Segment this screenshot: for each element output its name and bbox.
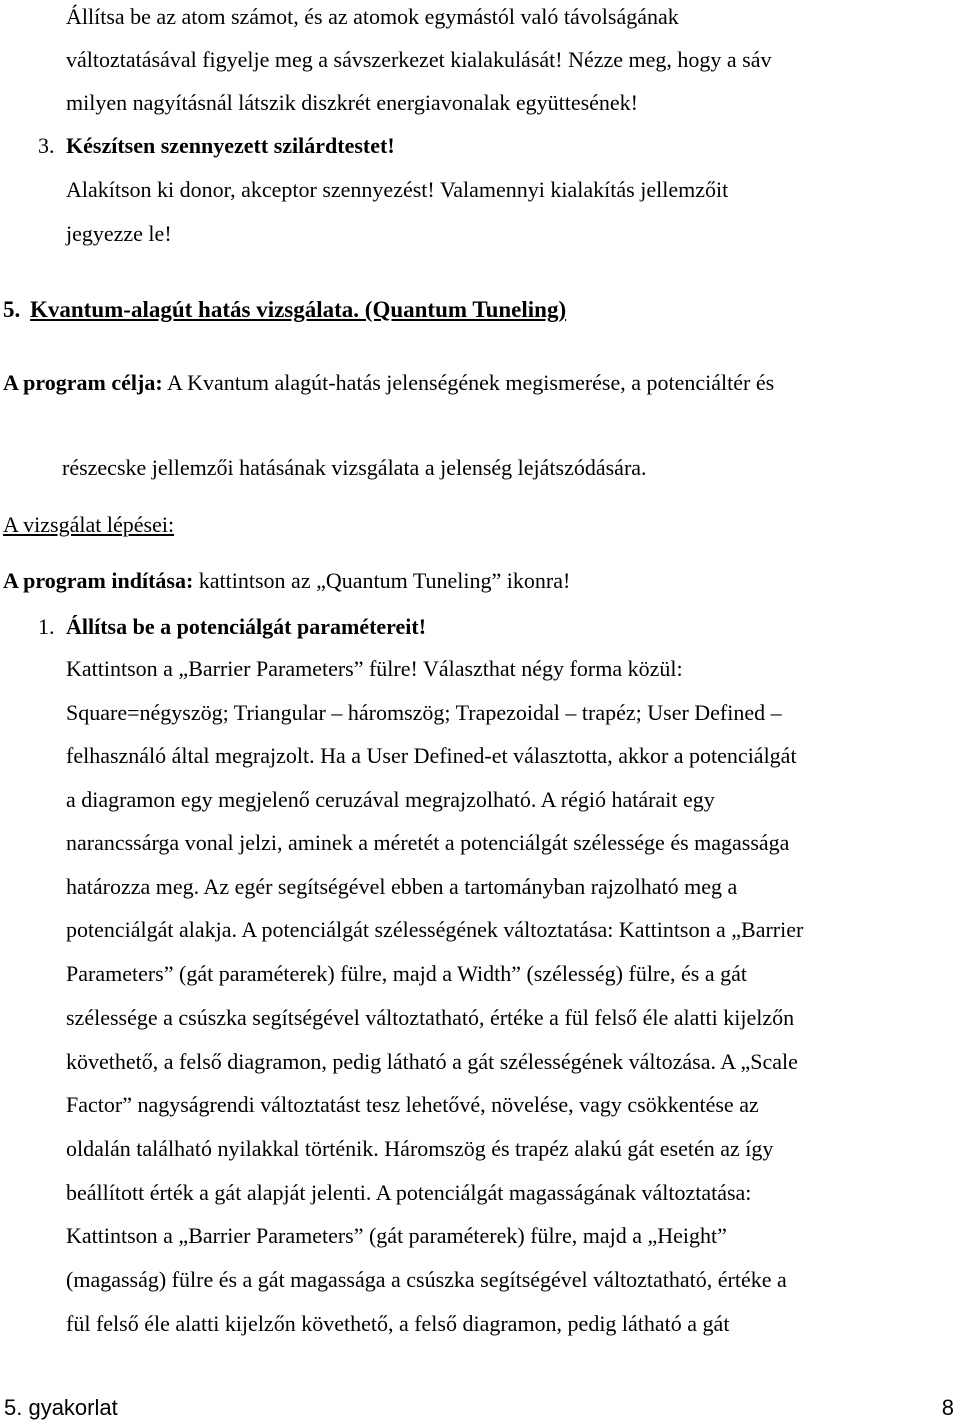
section5-title: Kvantum-alagút hatás vizsgálata. (Quantum Tuneling)	[30, 297, 567, 322]
step1-line-10: követhető, a felső diagramon, pedig látható a gát szélességének változása. A „Scale	[66, 1049, 798, 1074]
step1-line-13: beállított érték a gát alapját jelenti. A potenciálgát magasságának változtatása:	[66, 1180, 752, 1205]
step1-line-3: felhasználó által megrajzolt. Ha a User Defined-et választotta, akkor a potenciálgát	[66, 743, 797, 768]
footer-page-number: 8	[941, 1395, 954, 1420]
step1-line-1: Kattintson a „Barrier Parameters” fülre! Választhat négy forma közül:	[66, 656, 683, 681]
intro-line-1: Állítsa be az atom számot, és az atomok egymástól való távolságának	[66, 4, 679, 29]
step1-number: 1.	[38, 614, 55, 639]
step1-line-15: (magasság) fülre és a gát magassága a csúszka segítségével változtatható, értéke a	[66, 1267, 787, 1292]
step1-line-6: határozza meg. Az egér segítségével ebben a tartományban rajzolható meg a	[66, 874, 738, 899]
step1-line-16: fül felső éle alatti kijelzőn követhető, a felső diagramon, pedig látható a gát	[66, 1311, 730, 1336]
step3-line-1: Alakítson ki donor, akceptor szennyezést! Valamennyi kialakítás jellemzőit	[66, 177, 729, 202]
section5-number: 5.	[3, 297, 21, 322]
goal-text-1: A Kvantum alagút-hatás jelenségének megismerése, a potenciáltér és	[162, 370, 775, 395]
step1-line-7: potenciálgát alakja. A potenciálgát szélességének változtatása: Kattintson a „Barrier	[66, 917, 804, 942]
goal-line-2: részecske jellemzői hatásának vizsgálata a jelenség lejátszódására.	[62, 455, 647, 480]
step1-line-5: narancssárga vonal jelzi, aminek a méretét a potenciálgát szélessége és magassága	[66, 830, 790, 855]
goal-line-1	[3, 368, 774, 398]
steps-heading: A vizsgálat lépései:	[3, 512, 175, 537]
step3-title: Készítsen szennyezett szilárdtestet!	[66, 133, 395, 158]
step1-line-2: Square=négyszög; Triangular – háromszög; Trapezoidal – trapéz; User Defined –	[66, 700, 782, 725]
step1-line-8: Parameters” (gát paraméterek) fülre, majd a Width” (szélesség) fülre, és a gát	[66, 961, 747, 986]
intro-line-3: milyen nagyításnál látszik diszkrét energiavonalak együttesének!	[66, 90, 639, 115]
step1-line-9: szélessége a csúszka segítségével változtatható, értéke a fül felső éle alatti kijelzőn	[66, 1005, 795, 1030]
step1-title: Állítsa be a potenciálgát paramétereit!	[66, 614, 427, 639]
start-line	[3, 566, 570, 596]
step1-line-11: Factor” nagyságrendi változtatást tesz lehetővé, növelése, vagy csökkentése az	[66, 1092, 759, 1117]
step1-line-12: oldalán található nyilakkal történik. Háromszög és trapéz alakú gát esetén az így	[66, 1136, 774, 1161]
step1-line-14: Kattintson a „Barrier Parameters” (gát paraméterek) fülre, majd a „Height”	[66, 1223, 727, 1248]
intro-line-2: változtatásával figyelje meg a sávszerkezet kialakulását! Nézze meg, hogy a sáv	[66, 47, 772, 72]
start-text: kattintson az „Quantum Tuneling” ikonra!	[193, 568, 571, 593]
start-label: A program indítása:	[3, 568, 194, 593]
step1-line-4: a diagramon egy megjelenő ceruzával megrajzolható. A régió határait egy	[66, 787, 715, 812]
goal-label: A program célja:	[3, 370, 163, 395]
step3-line-2: jegyezze le!	[66, 221, 172, 246]
footer-chapter: 5. gyakorlat	[4, 1395, 118, 1420]
step3-number: 3.	[38, 133, 55, 158]
